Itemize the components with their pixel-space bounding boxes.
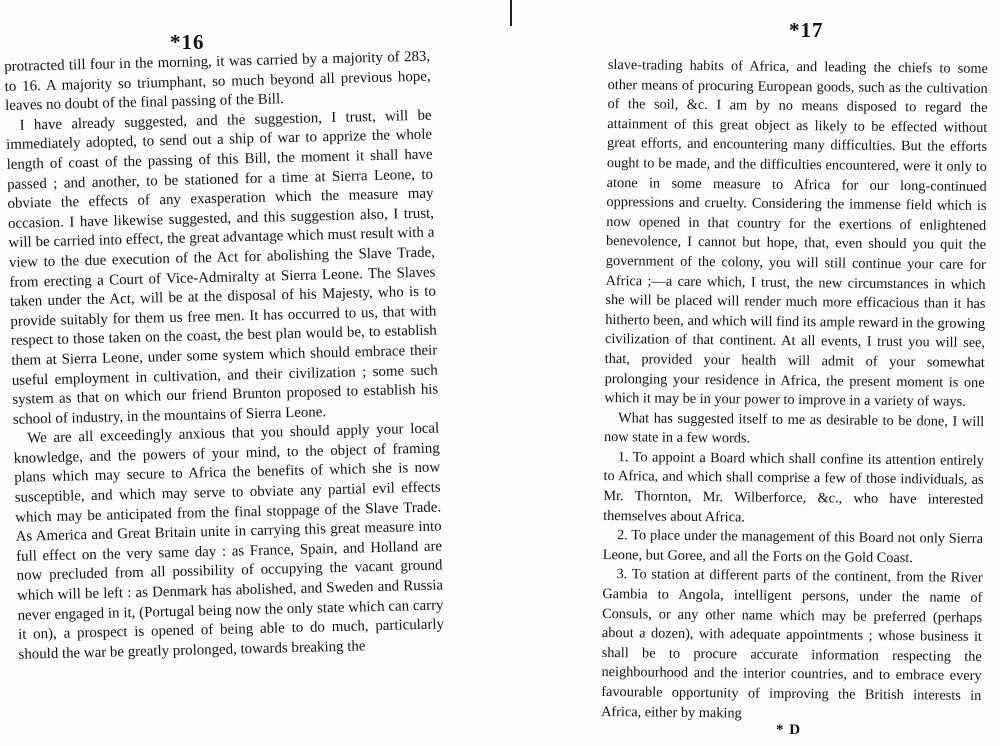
paragraph: What has suggested itself to me as desirable to be done, I will now state in a few words. xyxy=(603,409,985,447)
paragraph: 1. To appoint a Board which shall confine its attention entirely to Africa, and which shall comprise a few of those individuals, as Mr. Thornton, Mr. Wilberforce, &c., who have interested themselves about Africa. xyxy=(603,449,984,526)
paragraph: 3. To station at different parts of the continent, from the River Gambia to Angola, intelligent persons, under the name of Consuls, or any other name which may be preferred (perhaps about a dozen), with adequate appointments ; whose business it shall be to procure accurate information respecting the neighbourhood and the interior countries, and to embrace every favourable opportunity of improving the British interests in Africa, either by making xyxy=(601,566,983,722)
signature-mark: * D xyxy=(776,722,802,738)
right-page xyxy=(596,0,1000,746)
paragraph: slave-trading habits of Africa, and leading the chiefs to some other means of procuring European goods, such as the cultivation of the soil, &c. I am by no means disposed to regard the attainment of this great object as likely to be effected without great efforts, and encountering many difficulties. But the efforts ought to be made, and the difficulties encountered, were it only to atone in some measure to Africa for our long-continued oppressions and cruelty. Considering the immense field which is now opened in that country for the exertions of enlightened benevolence, I cannot but hope, that, even should you quit the government of the colony, you will still continue your care for Africa ;—a care which, I trust, the new circumstances in which she will be placed will render much more efficacious than it has hitherto been, and which will find its ample reward in the growing civilization of that continent. At all events, I trust you will see, that, provided your health will admit of your somewhat prolonging your residence in Africa, the present moment is one which it may be in your power to improve in a variety of ways. xyxy=(604,56,988,410)
page-number: *16 xyxy=(170,30,205,54)
binding-gutter-mark xyxy=(506,0,516,28)
page-text xyxy=(601,56,988,726)
paragraph: protracted till four in the morning, it was carried by a majority of 283, to 16. A majority so triumphant, so much beyond all previous hope, leaves no doubt of the final passing of the Bill. xyxy=(4,48,431,115)
paragraph: I have already suggested, and the suggestion, I trust, will be immediately adopted, to send out a ship of war to apprize the whole length of coast of the passing of this Bill, the moment it shall have passed ; and another, to be stationed for a time at Sierra Leone, to obviate the effects of any exasperation which the measure may occasion. I have likewise suggested, and this suggestion also, I trust, will be carried into effect, the great advantage which must result with a view to the due execution of the Act for abolishing the Slave Trade, from erecting a Court of Vice-Admiralty at Sierra Leone. The Slaves taken under the Act, will be at the disposal of his Majesty, who is to provide suitably for them us free men. It has occurred to us, that with respect to those taken on the coast, the best plan would be, to establish them at Sierra Leone, under some system which should embrace their useful employment in cultivation, and their civilization ; some such system as that on which our friend Brunton proposed to establish his school of industry, in the mountains of Sierra Leone. xyxy=(5,107,439,428)
paragraph: 2. To place under the management of this Board not only Sierra Leone, but Goree, and all the Forts on the Gold Coast. xyxy=(602,527,984,567)
page-text xyxy=(4,48,445,666)
left-page xyxy=(0,0,470,746)
page-number: *17 xyxy=(789,18,824,42)
paragraph: We are all exceedingly anxious that you should apply your local knowledge, and the powers of your mind, to the object of framing plans which may secure to Africa the benefits of which she is now susceptible, and which may serve to obviate any partial evil effects which may be anticipated from the final stoppage of the Slave Trade. As America and Great Britain unite in carrying this great measure into full effect on the very same day : as France, Spain, and Holland are now precluded from all possibility of occupying the vacant ground which will be left : as Denmark has abolished, and Sweden and Russia never engaged in it, (Portugal being now the only state which can carry it on), a prospect is opened of being able to do much, particularly should the war be greatly prolonged, towards breaking the xyxy=(13,420,445,663)
